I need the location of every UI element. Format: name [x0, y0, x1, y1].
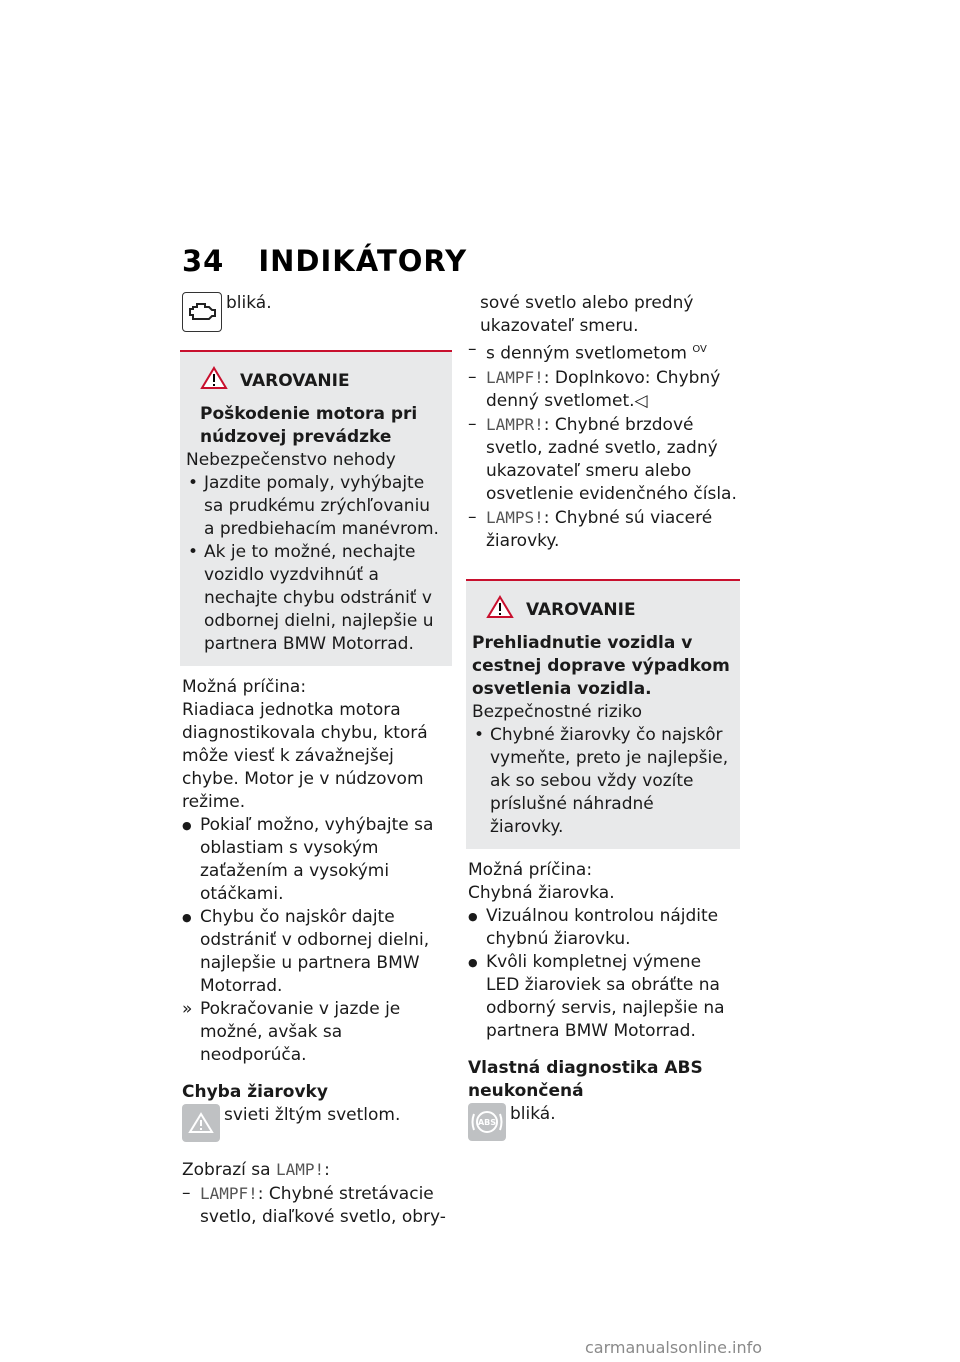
warning-triangle-icon — [200, 366, 228, 397]
cause-label: Možná príčina: — [468, 859, 593, 880]
lamps-code: LAMPS! — [486, 507, 544, 527]
lamps-item — [468, 506, 738, 553]
continued-text: sové svetlo alebo predný ukazovateľ smeru. — [480, 293, 694, 336]
warning-heading: Poškodenie motora pri núdzovej prevádzke — [200, 404, 418, 447]
lampr-code: LAMPR! — [486, 414, 544, 434]
shows-prefix: Zobrazí sa — [182, 1160, 271, 1180]
warning-triangle-icon — [486, 595, 514, 626]
warning-risk: Nebezpečenstvo nehody — [186, 450, 396, 470]
warning-item: • Chybné žiarovky čo najskôr vymeňte, preto je najlepšie, ak so sebou vždy vozíte príslušné náhradné žiarovky. — [472, 724, 732, 839]
lampf2-item — [468, 366, 738, 413]
drl-sup: OV — [692, 344, 707, 355]
action-item: ● Vizuálnou kontrolou nájdite chybnú žiarovku. — [468, 905, 738, 951]
warning-box-lighting — [466, 579, 740, 849]
page-header — [182, 244, 467, 278]
lampf-item — [182, 1182, 450, 1229]
warning-item: • Jazdite pomaly, vyhýbajte sa prudkému zrýchľovaniu a predbiehacím manévrom. — [186, 472, 444, 541]
lamp-code: LAMP! — [275, 1160, 325, 1179]
general-warning-icon — [182, 1104, 220, 1142]
warning-item: • Ak je to možné, nechajte vozidlo vyzdvihnúť a nechajte chybu odstrániť v odbornej dielni, najlepšie u partnera BMW Motorrad. — [186, 541, 444, 656]
engine-status-text: bliká. — [226, 293, 272, 313]
engine-indicator-row — [182, 292, 450, 332]
bulb-status-text: svieti žltým svetlom. — [224, 1105, 401, 1125]
lampr-text: : Chybné brzdové svetlo, zadné svetlo, zadný ukazovateľ smeru alebo osvetlenie evidenčného čísla. — [486, 414, 737, 504]
abs-indicator-row — [468, 1103, 738, 1141]
cause-text: Chybná žiarovka. — [468, 882, 615, 903]
abs-icon — [468, 1103, 506, 1141]
watermark: carmanualsonline.info — [585, 1338, 763, 1357]
cause-text: Riadiaca jednotka motora diagnostikovala chybu, ktorá môže viesť k závažnejšej chybe. Motor je v núdzovom režime. — [182, 700, 428, 812]
abs-title: Vlastná diagnostika ABS neukončená — [468, 1057, 703, 1101]
warning-heading: Prehliadnutie vozidla v cestnej doprave výpadkom osvetlenia vozidla. — [472, 632, 730, 699]
lampf-code: LAMPF! — [200, 1184, 258, 1203]
page-number: 34 — [182, 244, 225, 278]
drl-text: s denným svetlometom — [486, 343, 687, 364]
action-item: ● Kvôli kompletnej výmene LED žiaroviek sa obráťte na odborný servis, najlepšie na partnera BMW Motorrad. — [468, 951, 738, 1043]
svg-text:ABS: ABS — [477, 1117, 497, 1127]
cause-label: Možná príčina: — [182, 677, 307, 697]
bulb-error-title: Chyba žiarovky — [182, 1082, 328, 1102]
warning-title: VAROVANIE — [240, 371, 350, 391]
warning-box-engine — [180, 350, 452, 666]
warning-risk: Bezpečnostné riziko — [472, 701, 642, 722]
left-column — [182, 292, 450, 1229]
lampf2-text: : Doplnkovo: Chybný denný svetlomet.◁ — [486, 367, 721, 411]
page-title: INDIKÁTORY — [258, 244, 468, 278]
shows-suffix: : — [324, 1160, 330, 1180]
engine-warning-icon — [182, 292, 222, 332]
result-item: » Pokračovanie v jazde je možné, avšak sa neodporúča. — [182, 998, 450, 1067]
action-item: ● Pokiaľ možno, vyhýbajte sa oblastiam s vysokým zaťažením a vysokými otáčkami. — [182, 814, 450, 906]
abs-status-text: bliká. — [510, 1103, 556, 1124]
right-column — [468, 292, 738, 1147]
drl-item — [468, 338, 738, 366]
lampf-text: : Chybné stretávacie svetlo, diaľkové svetlo, obry- — [200, 1184, 446, 1227]
warning-title: VAROVANIE — [526, 599, 636, 620]
shows-line — [182, 1158, 450, 1182]
action-item: ● Chybu čo najskôr dajte odstrániť v odbornej dielni, najlepšie u partnera BMW Motorrad. — [182, 906, 450, 998]
bulb-indicator-row — [182, 1104, 450, 1142]
lampr-item — [468, 413, 738, 506]
lampf2-code: LAMPF! — [486, 367, 544, 387]
lamps-text: : Chybné sú viaceré žiarovky. — [486, 507, 713, 551]
